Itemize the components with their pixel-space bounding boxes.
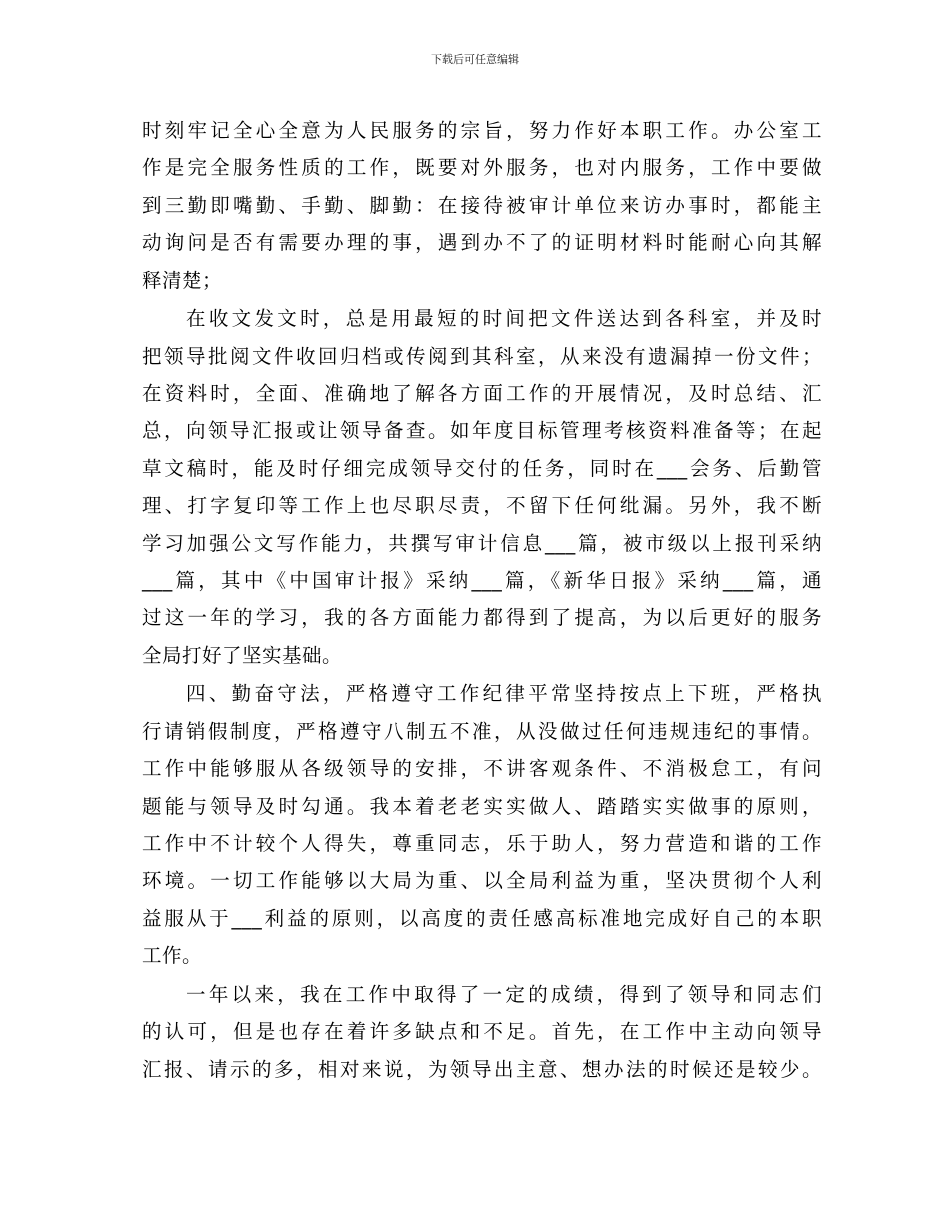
text-line: 在资料时，全面、准确地了解各方面工作的开展情况，及时总结、汇 <box>142 382 822 406</box>
text-line: 作是完全服务性质的工作，既要对外服务，也对内服务，工作中要做 <box>142 156 822 180</box>
text-line: 把领导批阅文件收回归档或传阅到其科室，从来没有遗漏掉一份文件； <box>142 344 822 368</box>
text-line: 全局打好了坚实基础。 <box>142 643 343 667</box>
paragraph-4 <box>142 976 822 1088</box>
text-line: 过这一年的学习，我的各方面能力都得到了提高，为以后更好的服务 <box>142 606 822 630</box>
text-line: 到三勤即嘴勤、手勤、脚勤：在接待被审计单位来访办事时，都能主 <box>142 193 822 217</box>
text-line: 学习加强公文写作能力，共撰写审计信息___篇，被市级以上报刊采纳 <box>142 531 822 555</box>
text-line: 释清楚； <box>142 268 223 292</box>
text-line: 一年以来，我在工作中取得了一定的成绩，得到了领导和同志们 <box>186 982 822 1006</box>
text-line: ___篇，其中《中国审计报》采纳___篇，《新华日报》采纳___篇，通 <box>142 568 822 592</box>
text-line: 工作中不计较个人得失，尊重同志，乐于助人，努力营造和谐的工作 <box>142 832 822 856</box>
paragraph-3 <box>142 675 822 974</box>
paragraph-2 <box>142 300 822 674</box>
page-header: 下载后可任意编辑 <box>431 53 519 66</box>
text-line: 工作中能够服从各级领导的安排，不讲客观条件、不消极怠工，有问 <box>142 757 822 781</box>
text-line: 题能与领导及时勾通。我本着老老实实做人、踏踏实实做事的原则， <box>142 794 822 818</box>
text-line: 工作。 <box>142 944 203 968</box>
text-line: 在收文发文时，总是用最短的时间把文件送达到各科室，并及时 <box>186 307 822 331</box>
text-line: 理、打字复印等工作上也尽职尽责，不留下任何纰漏。另外，我不断 <box>142 494 822 518</box>
text-line: 环境。一切工作能够以大局为重、以全局利益为重，坚决贯彻个人利 <box>142 869 822 893</box>
text-line: 行请销假制度，严格遵守八制五不准，从没做过任何违规违纪的事情。 <box>142 719 822 743</box>
text-line: 益服从于___利益的原则，以高度的责任感高标准地完成好自己的本职 <box>142 906 822 930</box>
text-line: 四、勤奋守法，严格遵守工作纪律平常坚持按点上下班，严格执 <box>186 682 822 706</box>
text-line: 的认可，但是也存在着许多缺点和不足。首先，在工作中主动向领导 <box>142 1020 822 1044</box>
document-body <box>142 112 822 1088</box>
text-line: 总，向领导汇报或让领导备查。如年度目标管理考核资料准备等；在起 <box>142 419 822 443</box>
paragraph-1 <box>142 112 822 299</box>
text-line: 草文稿时，能及时仔细完成领导交付的任务，同时在___会务、后勤管 <box>142 456 822 480</box>
text-line: 汇报、请示的多，相对来说，为领导出主意、想办法的时候还是较少。 <box>142 1057 822 1081</box>
text-line: 动询问是否有需要办理的事，遇到办不了的证明材料时能耐心向其解 <box>142 231 822 255</box>
text-line: 时刻牢记全心全意为人民服务的宗旨，努力作好本职工作。办公室工 <box>142 119 822 142</box>
